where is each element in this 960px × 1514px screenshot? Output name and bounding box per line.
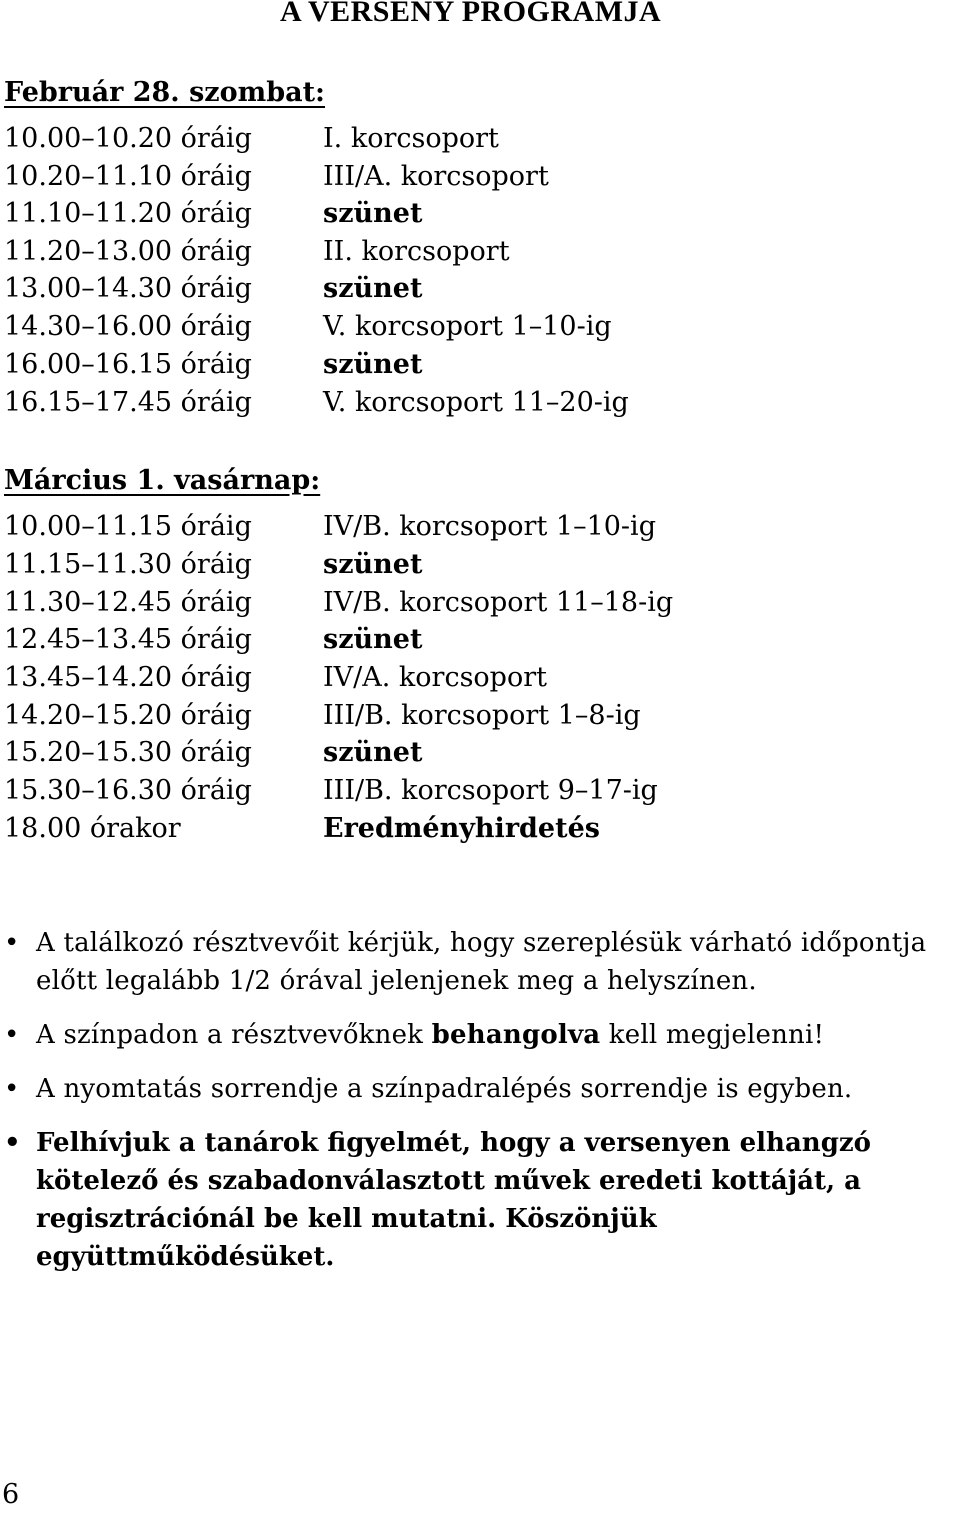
schedule-time: 14.30–16.00 óráig bbox=[4, 311, 252, 342]
schedule-event: II. korcsoport bbox=[323, 236, 510, 267]
notes-list bbox=[0, 924, 956, 1292]
schedule-row bbox=[4, 772, 944, 810]
schedule-event: szünet bbox=[323, 349, 423, 380]
schedule-row bbox=[4, 810, 944, 848]
schedule-row bbox=[4, 308, 944, 346]
schedule-event: szünet bbox=[323, 273, 423, 304]
schedule-event: IV/B. korcsoport 11–18-ig bbox=[323, 587, 674, 618]
schedule-time: 11.10–11.20 óráig bbox=[4, 198, 252, 229]
schedule-time: 13.00–14.30 óráig bbox=[4, 273, 252, 304]
schedule-time: 15.20–15.30 óráig bbox=[4, 737, 252, 768]
schedule-time: 11.30–12.45 óráig bbox=[4, 587, 252, 618]
schedule-row bbox=[4, 233, 944, 271]
schedule-time: 18.00 órakor bbox=[4, 813, 181, 844]
schedule-event: szünet bbox=[323, 549, 423, 580]
note-text-after: kell megjelenni! bbox=[600, 1020, 825, 1050]
schedule-row bbox=[4, 697, 944, 735]
schedule-time: 13.45–14.20 óráig bbox=[4, 662, 252, 693]
day-heading-february: Február 28. szombat: bbox=[4, 77, 326, 108]
schedule-event: III/A. korcsoport bbox=[323, 161, 549, 192]
schedule-event: szünet bbox=[323, 624, 423, 655]
schedule-row bbox=[4, 158, 944, 196]
schedule-time: 11.20–13.00 óráig bbox=[4, 236, 252, 267]
note-item bbox=[0, 1016, 956, 1054]
schedule-time: 11.15–11.30 óráig bbox=[4, 549, 252, 580]
schedule-time: 14.20–15.20 óráig bbox=[4, 700, 252, 731]
schedule-time: 15.30–16.30 óráig bbox=[4, 775, 252, 806]
schedule-event: szünet bbox=[323, 198, 423, 229]
bullet-icon: • bbox=[4, 928, 20, 958]
schedule-event: I. korcsoport bbox=[323, 123, 499, 154]
schedule-event: V. korcsoport 11–20-ig bbox=[323, 387, 629, 418]
schedule-event: szünet bbox=[323, 737, 423, 768]
page-number: 6 bbox=[2, 1479, 20, 1510]
note-text: Felhívjuk a tanárok figyelmét, hogy a versenyen elhangzó kötelező és szabadonválasztott művek eredeti kottáját, a regisztrációnál be kell mutatni. Köszönjük együttműködésüket. bbox=[36, 1128, 871, 1272]
schedule-event: III/B. korcsoport 1–8-ig bbox=[323, 700, 641, 731]
schedule-row bbox=[4, 546, 944, 584]
bullet-icon: • bbox=[4, 1128, 21, 1158]
bullet-icon: • bbox=[4, 1074, 20, 1104]
bullet-icon: • bbox=[4, 1020, 20, 1050]
schedule-time: 10.00–10.20 óráig bbox=[4, 123, 252, 154]
schedule-time: 10.00–11.15 óráig bbox=[4, 511, 252, 542]
schedule-time: 16.00–16.15 óráig bbox=[4, 349, 252, 380]
schedule-event: V. korcsoport 1–10-ig bbox=[323, 311, 612, 342]
schedule-row bbox=[4, 508, 944, 546]
schedule-event: III/B. korcsoport 9–17-ig bbox=[323, 775, 658, 806]
note-text: A nyomtatás sorrendje a színpadralépés sorrendje is egyben. bbox=[36, 1074, 853, 1104]
note-item bbox=[0, 924, 956, 1000]
schedule-row bbox=[4, 346, 944, 384]
page-title: A VERSENY PROGRAMJA bbox=[280, 0, 662, 28]
schedule-row bbox=[4, 734, 944, 772]
schedule-row bbox=[4, 584, 944, 622]
note-item bbox=[0, 1124, 956, 1276]
schedule-row bbox=[4, 270, 944, 308]
schedule-event: IV/B. korcsoport 1–10-ig bbox=[323, 511, 656, 542]
schedule-event: IV/A. korcsoport bbox=[323, 662, 547, 693]
schedule-row bbox=[4, 120, 944, 158]
schedule-row bbox=[4, 195, 944, 233]
schedule-row bbox=[4, 659, 944, 697]
note-text-before: A színpadon a résztvevőknek bbox=[36, 1020, 432, 1050]
note-emphasis: behangolva bbox=[431, 1020, 601, 1050]
schedule-row bbox=[4, 384, 944, 422]
day-heading-march: Március 1. vasárnap: bbox=[4, 465, 321, 496]
schedule-time: 12.45–13.45 óráig bbox=[4, 624, 252, 655]
schedule-time: 16.15–17.45 óráig bbox=[4, 387, 252, 418]
note-text: A találkozó résztvevőit kérjük, hogy szereplésük várható időpontja előtt legalább 1/2 órával jelenjenek meg a helyszínen. bbox=[36, 928, 927, 996]
note-item bbox=[0, 1070, 956, 1108]
schedule-row bbox=[4, 621, 944, 659]
schedule-event: Eredményhirdetés bbox=[323, 813, 600, 844]
schedule-time: 10.20–11.10 óráig bbox=[4, 161, 252, 192]
